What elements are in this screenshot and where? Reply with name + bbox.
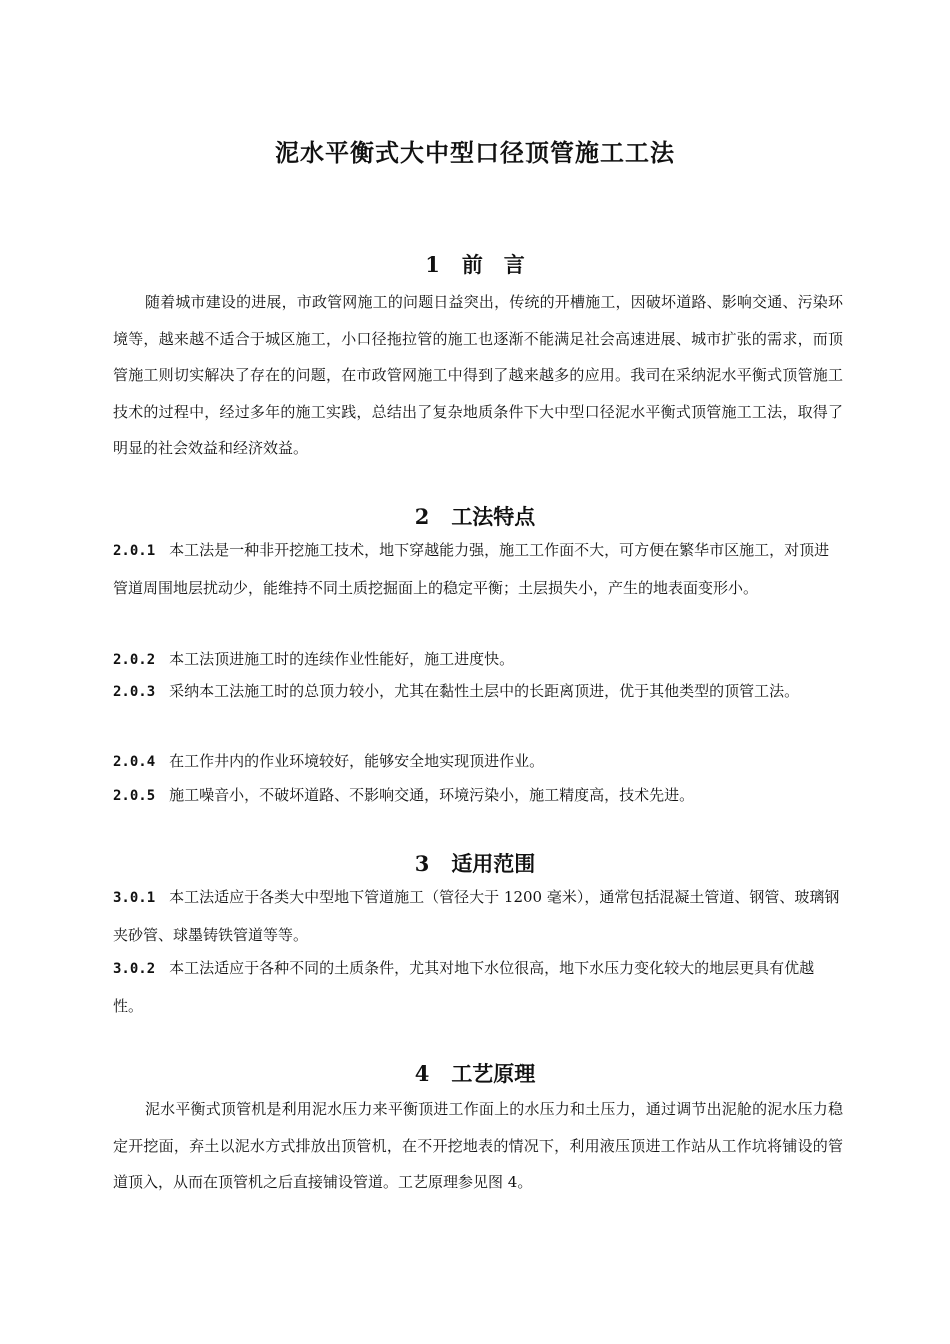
clause-text: 施工噪音小，不破坏道路、不影响交通，环境污染小，施工精度高，技术先进。 [169, 786, 695, 804]
section-number: 3 [414, 851, 430, 876]
section-title: 工艺原理 [451, 1061, 536, 1086]
clause-2-0-3 [113, 673, 843, 711]
clause-text: 本工法适应于各种不同的土质条件，尤其对地下水位很高，地下水压力变化较大的地层更具有优越性。 [113, 959, 815, 1015]
clause-2-0-5 [113, 777, 843, 815]
clause-text: 本工法适应于各类大中型地下管道施工（管径大于 1200 毫米），通常包括混凝土管道、钢管、玻璃钢夹砂管、球墨铸铁管道等等。 [113, 888, 840, 944]
clause-text: 采纳本工法施工时的总顶力较小，尤其在黏性土层中的长距离顶进，优于其他类型的顶管工法。 [169, 682, 800, 700]
section-title: 工法特点 [451, 504, 536, 529]
clause-number: 2.0.3 [113, 684, 156, 700]
section-number: 1 [425, 252, 440, 277]
clause-3-0-1 [113, 879, 843, 953]
section-title: 前 言 [461, 252, 525, 277]
section-1-heading [0, 249, 950, 279]
clause-number: 2.0.1 [113, 543, 156, 559]
clause-text: 本工法是一种非开挖施工技术，地下穿越能力强，施工工作面不大，可方便在繁华市区施工，对顶进管道周围地层扰动少，能维持不同土质挖掘面上的稳定平衡；土层损失小，产生的地表面变形小。 [113, 541, 830, 597]
clause-3-0-2 [113, 950, 843, 1024]
section-4-paragraph: 泥水平衡式顶管机是利用泥水压力来平衡顶进工作面上的水压力和土压力，通过调节出泥舱的泥水压力稳定开挖面，弃土以泥水方式排放出顶管机，在不开挖地表的情况下，利用液压顶进工作站从工作坑将铺设的管道顶入，从而在顶管机之后直接铺设管道。工艺原理参见图 4。 [113, 1100, 843, 1191]
document-title: 泥水平衡式大中型口径顶管施工工法 [275, 138, 675, 167]
section-number: 2 [414, 504, 430, 529]
clause-number: 3.0.1 [113, 890, 156, 906]
clause-number: 2.0.5 [113, 788, 156, 804]
clause-2-0-4 [113, 743, 843, 781]
clause-text: 本工法顶进施工时的连续作业性能好，施工进度快。 [169, 650, 515, 668]
section-1-paragraph: 随着城市建设的进展，市政管网施工的问题日益突出，传统的开槽施工，因破坏道路、影响交通、污染环境等，越来越不适合于城区施工，小口径拖拉管的施工也逐渐不能满足社会高速进展、城市扩张的需求，而顶管施工则切实解决了存在的问题，在市政管网施工中得到了越来越多的应用。我司在采纳泥水平衡式顶管施工技术的过程中，经过多年的施工实践，总结出了复杂地质条件下大中型口径泥水平衡式顶管施工工法，取得了明显的社会效益和经济效益。 [113, 293, 843, 457]
section-title: 适用范围 [451, 851, 536, 876]
clause-number: 2.0.4 [113, 754, 156, 770]
clause-number: 3.0.2 [113, 961, 156, 977]
clause-2-0-1 [113, 532, 843, 606]
section-3-heading [0, 848, 950, 878]
clause-text: 在工作井内的作业环境较好，能够安全地实现顶进作业。 [169, 752, 545, 770]
clause-number: 2.0.2 [113, 652, 156, 668]
section-4-heading [0, 1058, 950, 1088]
section-number: 4 [414, 1061, 430, 1086]
section-2-heading [0, 501, 950, 531]
